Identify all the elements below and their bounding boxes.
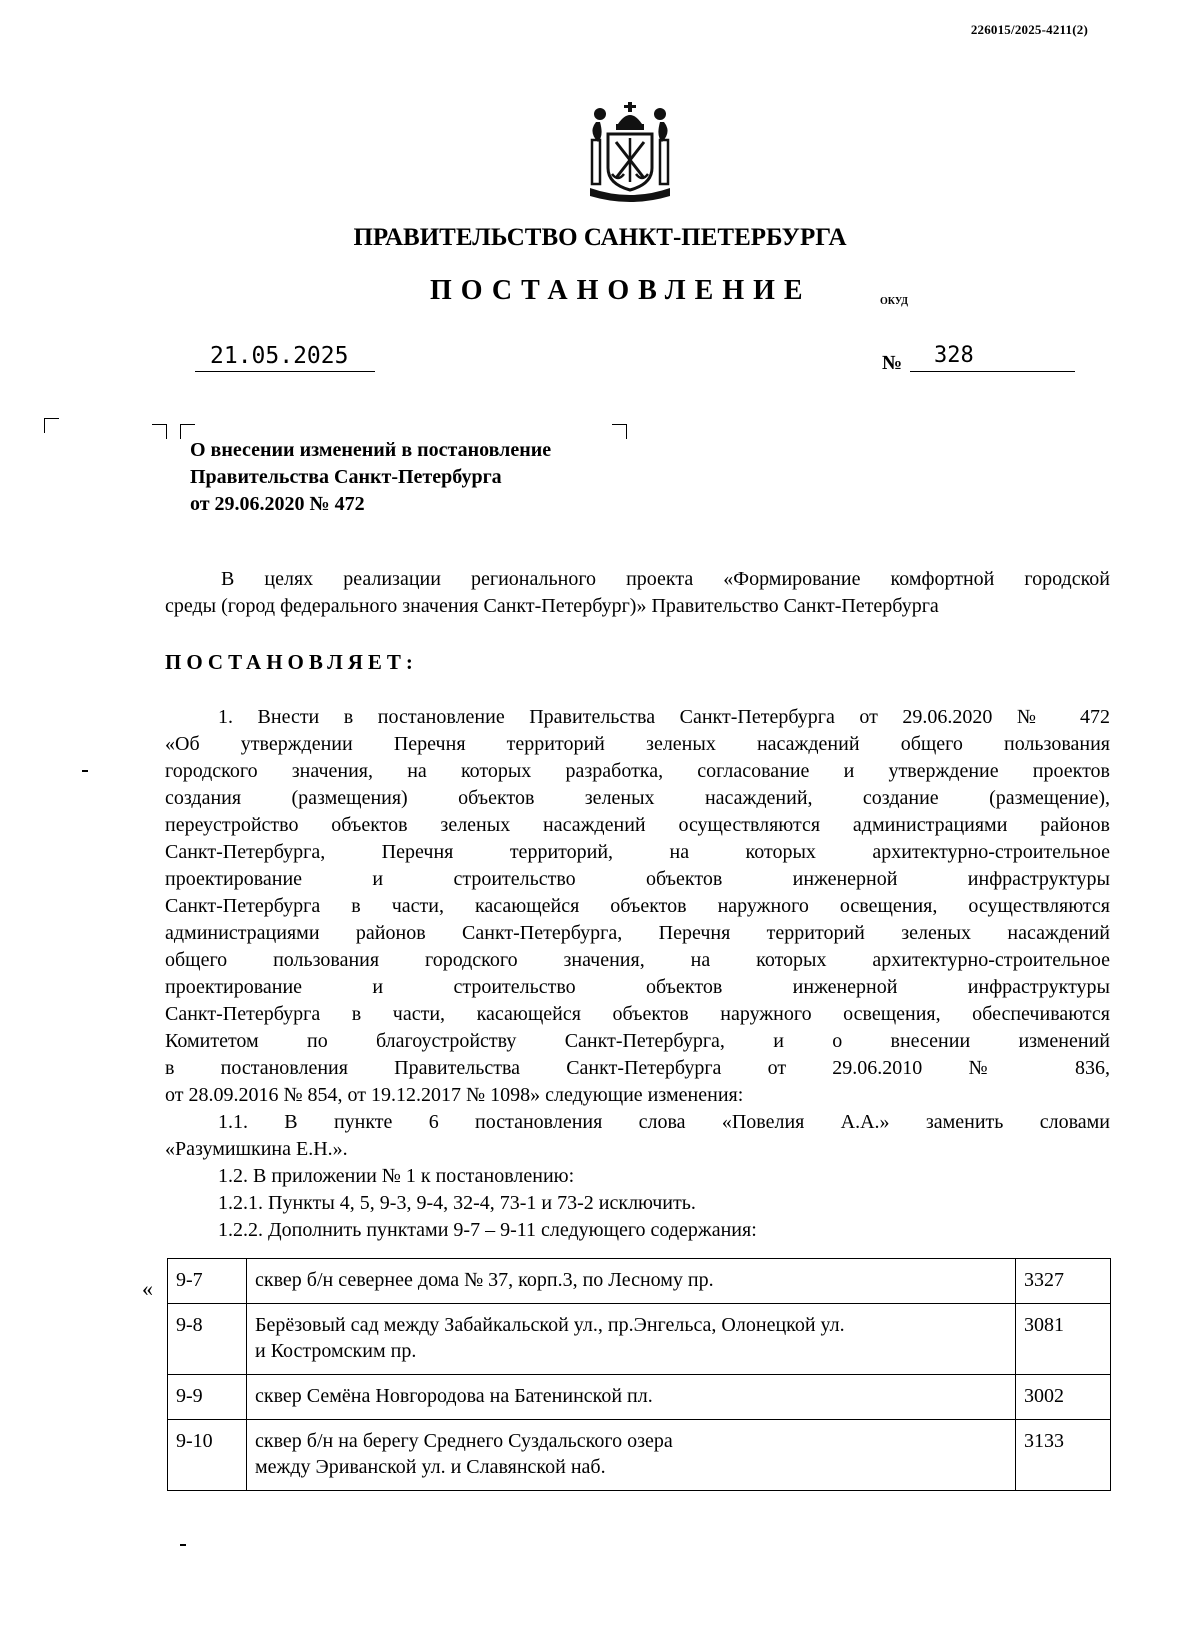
preamble-paragraph (165, 566, 1110, 620)
row-description-cell (247, 1375, 1016, 1420)
table-row (168, 1304, 1111, 1375)
row-code-cell: 3133 (1016, 1420, 1111, 1491)
paragraph-1-line: администрациями районов Санкт-Петербурга, Перечня территорий зеленых насаждений (165, 922, 1110, 944)
row-number-cell: 9-9 (168, 1375, 247, 1420)
row-description-cell (247, 1259, 1016, 1304)
preamble-line: В целях реализации регионального проекта «Формирование комфортной городской (221, 568, 1110, 590)
paragraph-1-line: «Об утверждении Перечня территорий зеленых насаждений общего пользования (165, 733, 1110, 755)
okud-label: ОКУД (880, 296, 909, 307)
paragraph-1-line: проектирование и строительство объектов инженерной инфраструктуры (165, 868, 1110, 890)
document-date: 21.05.2025 (210, 343, 349, 369)
paragraph-1-1-line: 1.1. В пункте 6 постановления слова «Повелия А.А.» заменить словами (218, 1111, 1110, 1133)
paragraph-1-line: в постановления Правительства Санкт-Петербурга от 29.06.2010 № 836, (165, 1057, 1110, 1079)
description-line: сквер б/н на берегу Среднего Суздальского озера (255, 1430, 673, 1452)
paragraph-1-line: общего пользования городского значения, на которых архитектурно-строительное (165, 949, 1110, 971)
annex-table (167, 1258, 1111, 1491)
document-subject (190, 437, 551, 518)
coat-of-arms-emblem (578, 102, 682, 206)
scan-mark (180, 1544, 186, 1546)
number-underline (910, 371, 1075, 372)
paragraph-1-line: Санкт-Петербурга, Перечня территорий, на которых архитектурно-строительное (165, 841, 1110, 863)
left-corner-mark (44, 418, 59, 433)
row-description-cell (247, 1420, 1016, 1491)
subject-line: О внесении изменений в постановление (190, 439, 552, 461)
preamble-line: среды (город федерального значения Санкт-Петербург)» Правительство Санкт-Петербурга (165, 595, 939, 617)
description-line: между Эриванской ул. и Славянской наб. (255, 1456, 606, 1478)
subject-line: от 29.06.2020 № 472 (190, 493, 365, 515)
scan-mark (82, 770, 88, 772)
paragraph-1-1-line: «Разумишкина Е.Н.». (165, 1138, 348, 1160)
paragraph-1-line: городского значения, на которых разработка, согласование и утверждение проектов (165, 760, 1110, 782)
row-code-cell: 3081 (1016, 1304, 1111, 1375)
subject-bracket-right (612, 424, 627, 439)
table-row (168, 1420, 1111, 1491)
document-number: 328 (934, 343, 974, 368)
date-underline (195, 371, 375, 372)
paragraph-1-line: 1. Внести в постановление Правительства Санкт-Петербурга от 29.06.2020 № 472 (218, 706, 1110, 728)
paragraph-1 (165, 704, 1110, 1109)
row-number-cell: 9-10 (168, 1420, 247, 1491)
row-description-cell (247, 1304, 1016, 1375)
table-row (168, 1375, 1111, 1420)
paragraph-1-line: Санкт-Петербурга в части, касающейся объектов наружного освещения, осуществляются (165, 895, 1110, 917)
paragraph-1-line: создания (размещения) объектов зеленых насаждений, создание (размещение), (165, 787, 1110, 809)
row-number-cell: 9-7 (168, 1259, 247, 1304)
paragraph-1-line: от 28.09.2016 № 854, от 19.12.2017 № 1098» следующие изменения: (165, 1084, 744, 1106)
opening-quote: « (142, 1276, 153, 1301)
number-sign: № (882, 352, 903, 374)
description-line: сквер б/н севернее дома № 37, корп.3, по Лесному пр. (255, 1269, 714, 1291)
description-line: и Костромским пр. (255, 1340, 417, 1362)
decides-heading: ПОСТАНОВЛЯЕТ: (165, 650, 418, 674)
paragraph-1-line: Санкт-Петербурга в части, касающейся объектов наружного освещения, обеспечиваются (165, 1003, 1110, 1025)
paragraph-1-2-1: 1.2.1. Пункты 4, 5, 9-3, 9-4, 32-4, 73-1 и 73-2 исключить. (218, 1192, 696, 1214)
paragraph-1-line: Комитетом по благоустройству Санкт-Петербурга, и о внесении изменений (165, 1030, 1110, 1052)
registration-number: 226015/2025-4211(2) (970, 22, 1088, 37)
government-title: ПРАВИТЕЛЬСТВО САНКТ-ПЕТЕРБУРГА (353, 224, 847, 251)
row-code-cell: 3002 (1016, 1375, 1111, 1420)
paragraph-1-2-2: 1.2.2. Дополнить пунктами 9-7 – 9-11 следующего содержания: (218, 1219, 757, 1241)
row-code-cell: 3327 (1016, 1259, 1111, 1304)
paragraph-1-line: переустройство объектов зеленых насаждений осуществляются администрациями районов (165, 814, 1110, 836)
document-type-title: ПОСТАНОВЛЕНИЕ (430, 275, 812, 306)
description-line: сквер Семёна Новгородова на Батенинской пл. (255, 1385, 653, 1407)
subject-line: Правительства Санкт-Петербурга (190, 466, 502, 488)
row-number-cell: 9-8 (168, 1304, 247, 1375)
paragraph-1-line: проектирование и строительство объектов инженерной инфраструктуры (165, 976, 1110, 998)
table-row (168, 1259, 1111, 1304)
paragraph-1-2: 1.2. В приложении № 1 к постановлению: (218, 1165, 575, 1187)
subject-bracket-left-a (152, 424, 167, 439)
description-line: Берёзовый сад между Забайкальской ул., пр.Энгельса, Олонецкой ул. (255, 1314, 845, 1336)
